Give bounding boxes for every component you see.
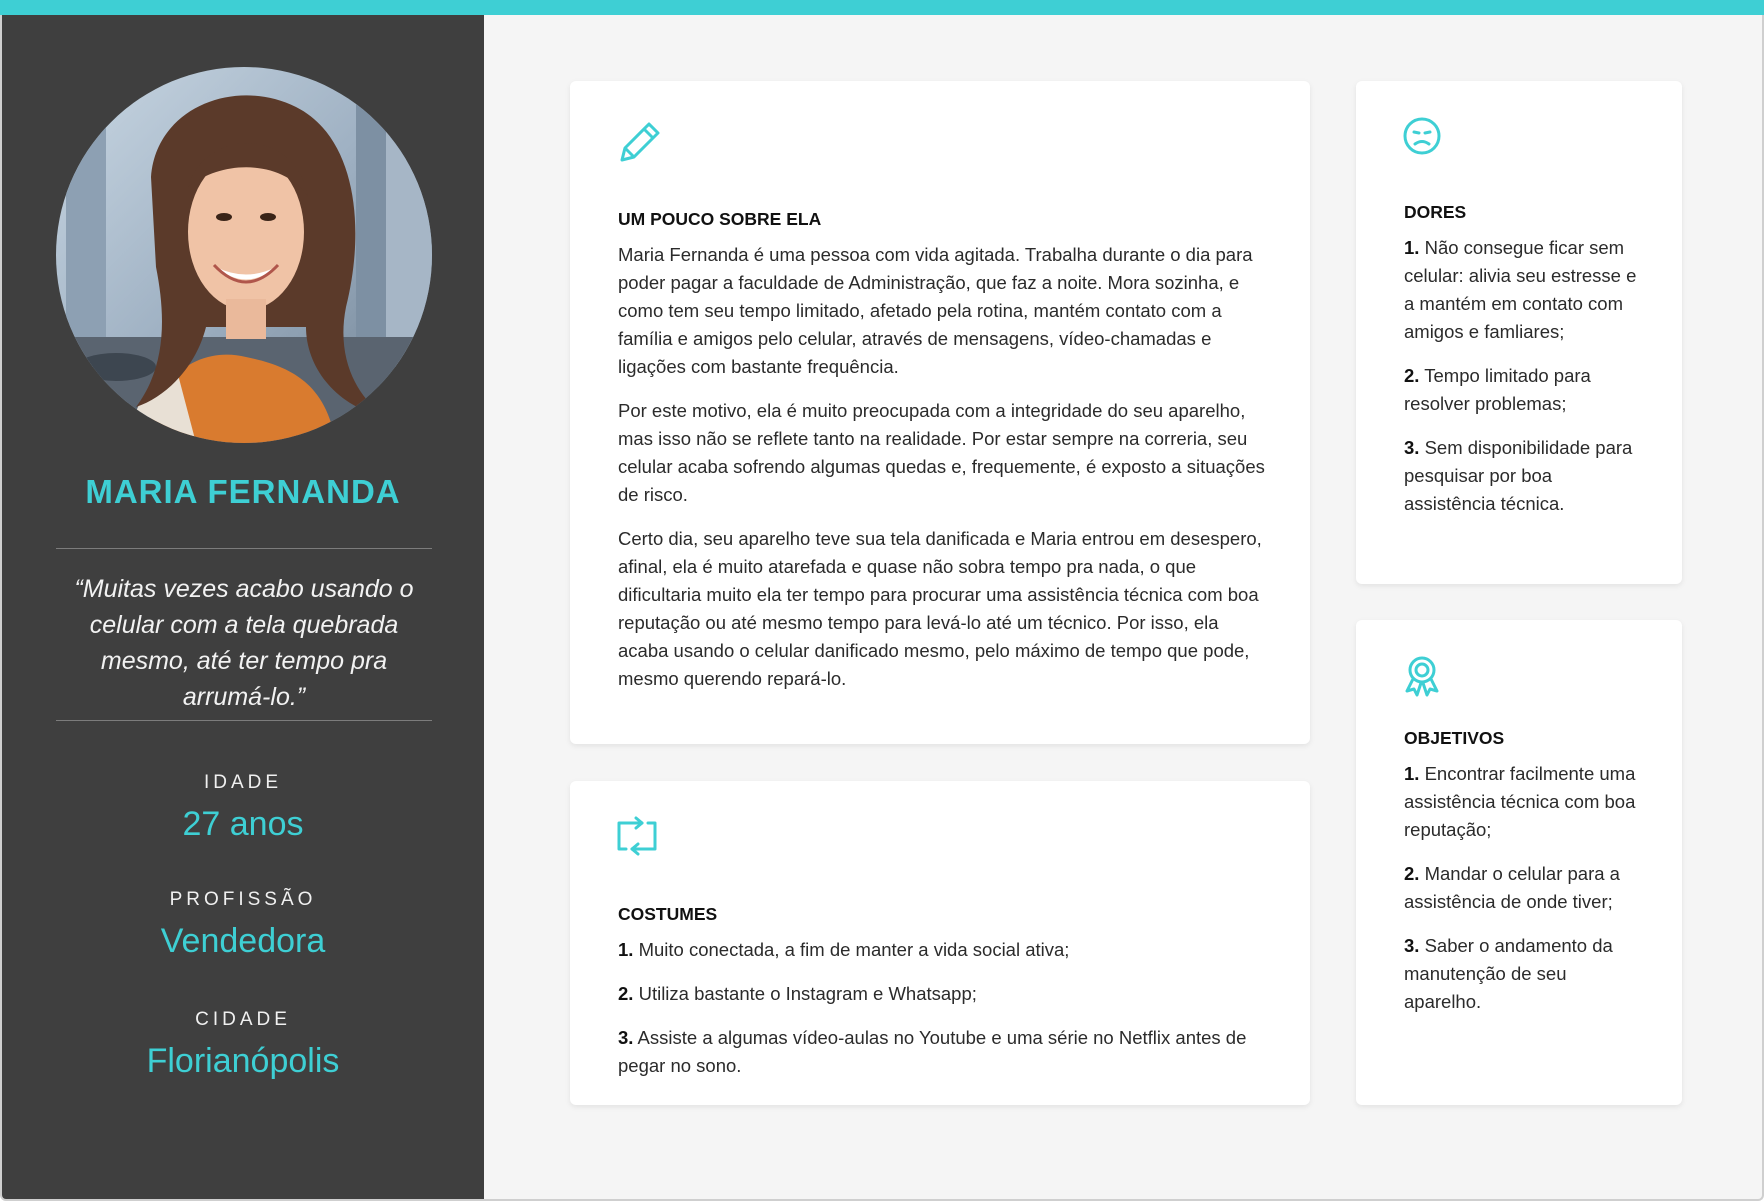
list-text: Muito conectada, a fim de manter a vida social ativa; (633, 939, 1070, 960)
pains-list (1404, 234, 1644, 534)
list-number: 2. (1404, 365, 1420, 386)
habits-card (570, 781, 1310, 1105)
profession-label: PROFISSÃO (169, 889, 317, 910)
pains-title: DORES (1404, 202, 1467, 222)
list-item (1404, 932, 1644, 1016)
list-number: 3. (1404, 437, 1420, 458)
list-item (618, 980, 1268, 1008)
list-text: Saber o andamento da manutenção de seu aparelho. (1404, 935, 1613, 1012)
about-paragraph: Maria Fernanda é uma pessoa com vida agitada. Trabalha durante o dia para poder pagar a faculdade de Administração, que faz a noite. Mora sozinha, e como tem seu tempo limitado, afetado pela rotina, mantém contato com a família e amigos pelo celular, através de mensagens, vídeo-chamadas e ligações com bastante frequência. (618, 244, 1253, 377)
persona-name: MARIA FERNANDA (85, 473, 401, 510)
list-text: Assiste a algumas vídeo-aulas no Youtube e uma série no Netflix antes de pegar no sono. (618, 1027, 1247, 1076)
age-value: 27 anos (182, 805, 304, 843)
list-number: 2. (1404, 863, 1420, 884)
list-number: 2. (618, 983, 634, 1004)
top-accent-bar (0, 0, 1764, 15)
habits-title: COSTUMES (618, 904, 718, 924)
list-number: 3. (1404, 935, 1420, 956)
list-text: Encontrar facilmente uma assistência técnica com boa reputação; (1404, 763, 1636, 840)
list-item (1404, 760, 1644, 844)
goals-card (1356, 620, 1682, 1105)
list-number: 1. (1404, 763, 1420, 784)
list-number: 3. (618, 1027, 634, 1048)
about-paragraph: Certo dia, seu aparelho teve sua tela danificada e Maria entrou em desespero, afinal, ela é muito atarefada e quase não sobra tempo pra nada, o que dificultaria muito ela ter tempo para procurar uma assistência técnica com boa reputação ou até mesmo tempo para levá-lo até um técnico. Por isso, ela acaba usando o celular danificado mesmo, pelo máximo de tempo que pode, mesmo querendo repará-lo. (618, 528, 1262, 689)
city-value: Florianópolis (146, 1042, 340, 1080)
award-ribbon-icon (1402, 655, 1442, 702)
list-text: Sem disponibilidade para pesquisar por boa assistência técnica. (1404, 437, 1633, 514)
divider (56, 720, 432, 721)
persona-quote: “Muitas vezes acabo usando o celular com a tela quebrada mesmo, até ter tempo pra arrumá-lo.” (74, 575, 414, 711)
goals-list (1404, 760, 1644, 1032)
habits-list (618, 936, 1268, 1096)
avatar-photo (56, 67, 432, 443)
list-item (618, 1024, 1268, 1080)
list-item (1404, 860, 1644, 916)
about-card (570, 81, 1310, 744)
age-label: IDADE (203, 772, 283, 793)
about-title: UM POUCO SOBRE ELA (618, 209, 822, 229)
profile-sidebar (2, 15, 484, 1199)
list-number: 1. (1404, 237, 1420, 258)
list-text: Mandar o celular para a assistência de onde tiver; (1404, 863, 1620, 912)
city-label: CIDADE (195, 1009, 291, 1030)
avatar (56, 67, 432, 443)
list-item (1404, 234, 1644, 346)
list-text: Tempo limitado para resolver problemas; (1404, 365, 1591, 414)
repeat-icon (616, 815, 658, 862)
goals-title: OBJETIVOS (1404, 728, 1505, 748)
list-item (618, 936, 1268, 964)
list-item (1404, 362, 1644, 418)
list-item (1404, 434, 1644, 518)
profession-value: Vendedora (160, 922, 326, 960)
list-number: 1. (618, 939, 634, 960)
divider (56, 548, 432, 549)
about-paragraph: Por este motivo, ela é muito preocupada com a integridade do seu aparelho, mas isso não se reflete tanto na realidade. Por estar sempre na correria, seu celular acaba sofrendo algumas quedas e, frequemente, é exposto a situações de risco. (618, 400, 1265, 505)
pencil-icon (616, 118, 664, 171)
list-text: Não consegue ficar sem celular: alivia seu estresse e a mantém em contato com amigos e famliares; (1404, 237, 1637, 342)
pains-card (1356, 81, 1682, 584)
sad-face-icon (1402, 116, 1442, 161)
list-text: Utiliza bastante o Instagram e Whatsapp; (633, 983, 977, 1004)
about-text (618, 241, 1268, 709)
